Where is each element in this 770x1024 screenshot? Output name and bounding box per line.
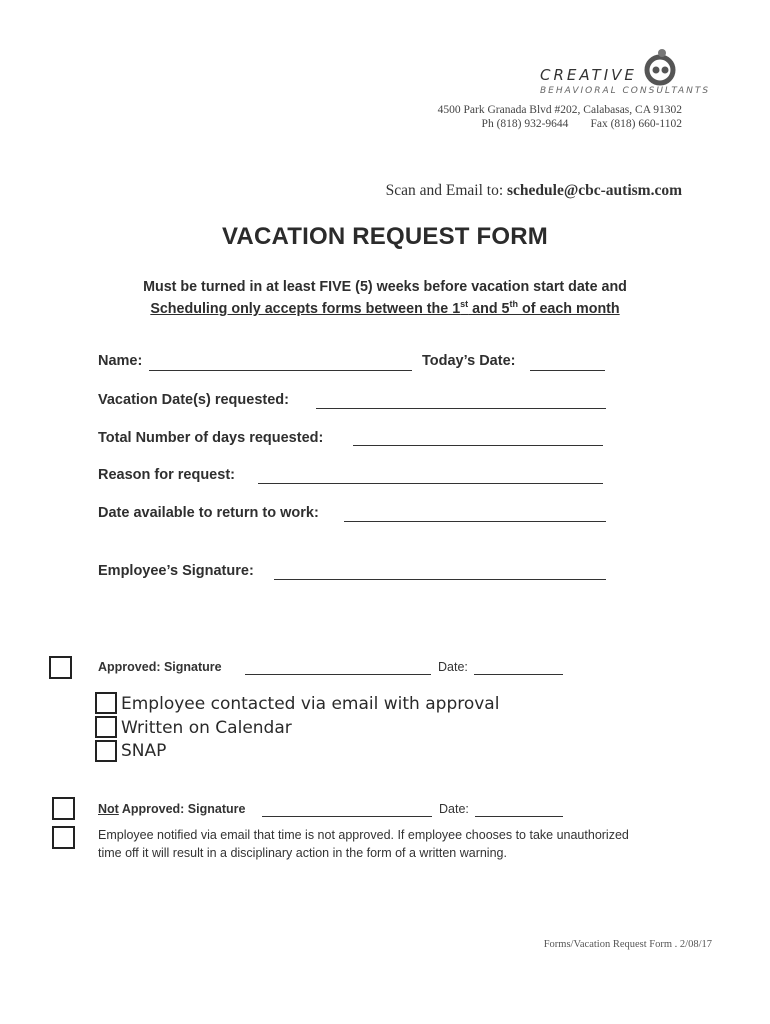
logo-wordmark: CREATIVE (540, 66, 637, 84)
scan-label: Scan and Email to: (385, 182, 507, 199)
approved-date-label: Date: (438, 660, 468, 674)
notice-text-a: Scheduling only accepts forms between the 1 (150, 300, 461, 317)
vacation-dates-field[interactable] (316, 407, 606, 409)
not-word: Not (98, 802, 119, 816)
employee-signature-label: Employee’s Signature: (98, 563, 254, 579)
return-date-label: Date available to return to work: (98, 505, 319, 521)
page-title: VACATION REQUEST FORM (222, 223, 548, 250)
not-approved-date-field[interactable] (475, 815, 563, 817)
not-approved-checkbox[interactable] (52, 797, 75, 820)
todays-date-field[interactable] (530, 369, 605, 371)
not-approved-date-label: Date: (439, 802, 469, 816)
name-field[interactable] (149, 369, 412, 371)
note-line-2: time off it will result in a disciplinary action in the form of a written warning. (98, 846, 507, 860)
name-label: Name: (98, 353, 143, 369)
approved-signature-label: Approved: Signature (98, 660, 222, 674)
not-approved-note (98, 826, 629, 862)
option-calendar-label: Written on Calendar (121, 718, 292, 738)
todays-date-label: Today’s Date: (422, 353, 516, 369)
company-contact (482, 118, 682, 130)
company-fax: Fax (818) 660-1102 (590, 118, 682, 130)
scan-email: schedule@cbc-autism.com (507, 182, 682, 199)
total-days-field[interactable] (353, 444, 603, 446)
scan-email-instruction (386, 182, 682, 200)
company-address: 4500 Park Granada Blvd #202, Calabasas, CA 91302 (437, 104, 682, 116)
option-calendar-checkbox[interactable] (95, 716, 117, 738)
notice-text-c: of each month (518, 300, 620, 317)
not-approved-label-rest: Approved: Signature (118, 802, 246, 816)
logo-mark-icon (638, 48, 682, 88)
notice-text-b: and 5 (468, 300, 510, 317)
company-phone: Ph (818) 932-9644 (481, 118, 569, 130)
not-approved-signature-field[interactable] (262, 815, 432, 817)
option-email-label: Employee contacted via email with approval (121, 694, 500, 714)
return-date-field[interactable] (344, 520, 606, 522)
form-footer: Forms/Vacation Request Form . 2/08/17 (543, 939, 712, 950)
logo-subtitle: BEHAVIORAL CONSULTANTS (540, 86, 711, 96)
approved-signature-field[interactable] (245, 673, 431, 675)
total-days-label: Total Number of days requested: (98, 430, 324, 446)
option-snap-checkbox[interactable] (95, 740, 117, 762)
notice-sup-2: th (509, 299, 518, 309)
reason-field[interactable] (258, 482, 603, 484)
employee-signature-field[interactable] (274, 578, 606, 580)
approved-date-field[interactable] (474, 673, 563, 675)
option-email-checkbox[interactable] (95, 692, 117, 714)
notice-line-1: Must be turned in at least FIVE (5) weeks before vacation start date and (143, 279, 627, 295)
vacation-dates-label: Vacation Date(s) requested: (98, 392, 289, 408)
note-line-1: Employee notified via email that time is not approved. If employee chooses to take unauthorized (98, 828, 629, 842)
reason-label: Reason for request: (98, 467, 235, 483)
approved-checkbox[interactable] (49, 656, 72, 679)
employee-notified-checkbox[interactable] (52, 826, 75, 849)
notice-sup-1: st (460, 299, 469, 309)
notice-line-2 (0, 299, 770, 317)
option-snap-label: SNAP (121, 741, 167, 761)
not-approved-signature-label (98, 802, 245, 816)
